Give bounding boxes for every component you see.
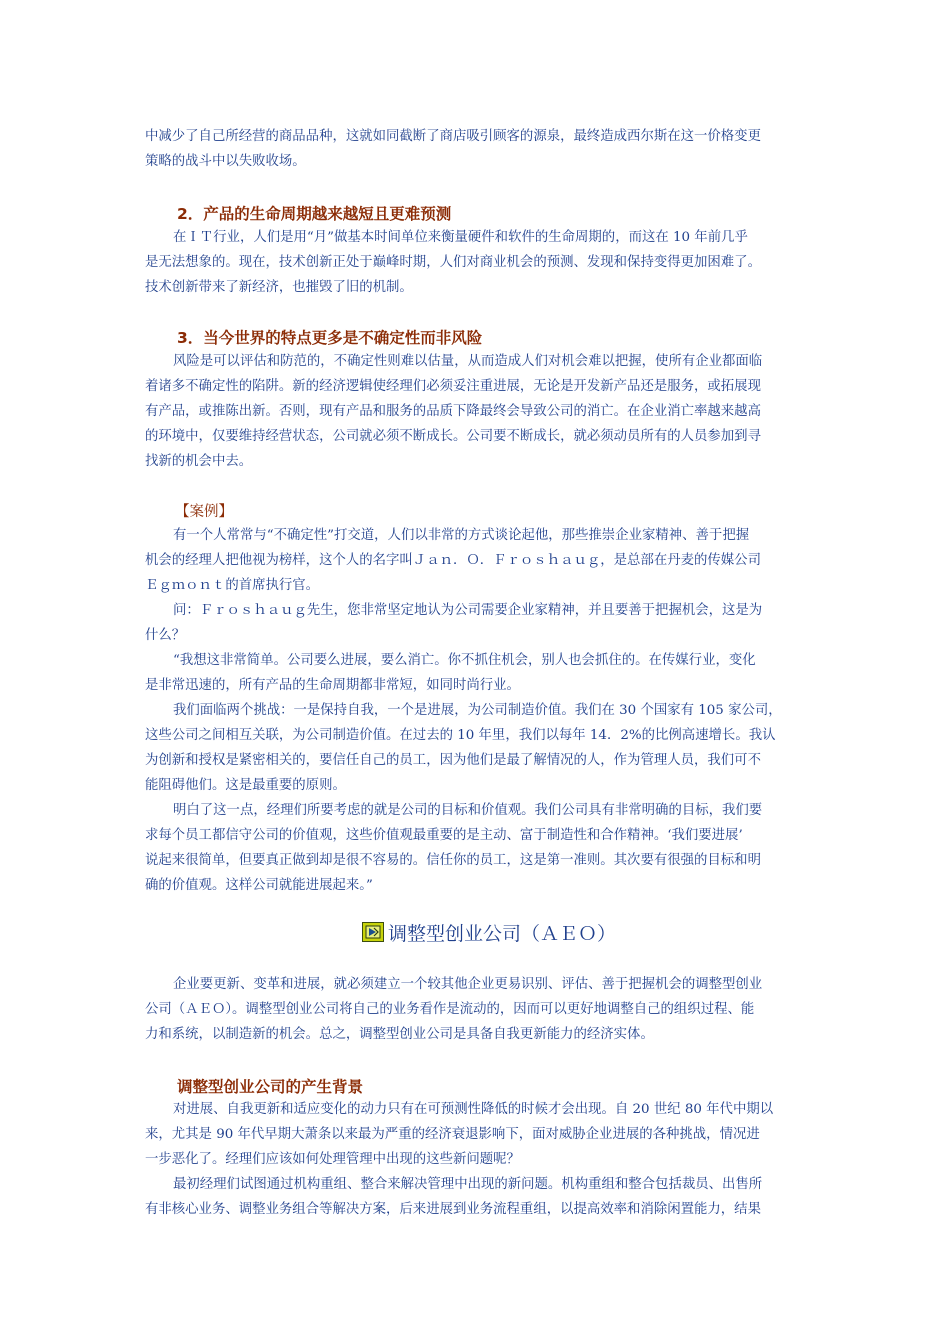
text-line: 来，尤其是 90 年代早期大萧条以来最为严重的经济衰退影响下，面对威胁企业进展的各种挑战，情况进 [145,1127,760,1142]
text-line: 是非常迅速的，所有产品的生命周期都非常短，如同时尚行业。 [145,678,520,693]
text-line: 企业要更新、变革和进展，就必须建立一个较其他企业更易识别、评估、善于把握机会的调整型创业 [173,977,763,992]
text-line: 中减少了自己所经营的商品品种，这就如同截断了商店吸引顾客的源泉，最终造成西尔斯在这一价格变更 [145,129,761,144]
text-line: 找新的机会中去。 [145,454,253,469]
text-line: 有产品，或推陈出新。否则，现有产品和服务的品质下降最终会导致公司的消亡。在企业消亡率越来越高 [145,404,761,419]
case-paragraph-intro [145,523,810,598]
text-line: 对进展、自我更新和适应变化的动力只有在可预测性降低的时候才会出现。自 20 世纪 80 年代中期以 [173,1102,774,1117]
text-line: 策略的战斗中以失败收场。 [145,154,306,169]
text-line: 什么？ [145,628,186,643]
paragraph-risk-uncertainty [145,349,810,474]
paragraph-background-1 [145,1097,810,1172]
text-line: Ｅｇｍｏｎｔ的首席执行官。 [145,578,320,593]
paragraph-it-lifecycle [145,225,810,300]
text-line: 能阻碍他们。这是最重要的原则。 [145,778,346,793]
text-line: 在ＩＴ行业，人们是用“月”做基本时间单位来衡量硬件和软件的生命周期的，而这在 10 年前几乎 [173,230,748,245]
text-line: 机会的经理人把他视为榜样，这个人的名字叫Ｊａｎ．Ｏ．Ｆｒｏｓｈａｕｇ，是总部在丹麦的传媒公司 [145,553,761,568]
text-line: “我想这非常简单。公司要么进展，要么消亡。你不抓住机会，别人也会抓住的。在传媒行业，变化 [173,653,756,668]
heading-aeo-background: 调整型创业公司的产生背景 [177,1078,364,1096]
section-title-text: 调整型创业公司（ＡＥＯ） [388,922,617,945]
text-line: 技术创新带来了新经济，也摧毁了旧的机制。 [145,280,413,295]
text-line: 的环境中，仅要维持经营状态，公司就必须不断成长。公司要不断成长，就必须动员所有的人员参加到寻 [145,429,761,444]
heading-uncertainty: 3．当今世界的特点更多是不确定性而非风险 [177,329,483,347]
text-line: 最初经理们试图通过机构重组、整合来解决管理中出现的新问题。机构重组和整合包括裁员、出售所 [173,1177,763,1192]
text-line: 有一个人常常与“不确定性”打交道，人们以非常的方式谈论起他，那些推崇企业家精神、善于把握 [173,528,750,543]
case-paragraph-answer-2 [145,698,810,798]
paragraph-aeo-definition [145,972,810,1047]
text-line: 是无法想象的。现在，技术创新正处于巅峰时期，人们对商业机会的预测、发现和保持变得更加困难了。 [145,255,761,270]
text-line: 我们面临两个挑战：一是保持自我，一个是进展，为公司制造价值。我们在 30 个国家有 105 家公司， [173,703,782,718]
text-line: 有非核心业务、调整业务组合等解决方案，后来进展到业务流程重组，以提高效率和消除闲置能力，结果 [145,1202,761,1217]
section-title-aeo [362,918,616,946]
document-arrow-icon [362,922,384,942]
text-line: 问：Ｆｒｏｓｈａｕｇ先生，您非常坚定地认为公司需要企业家精神，并且要善于把握机会，这是为 [173,603,763,618]
paragraph-sears-ending [145,124,810,174]
case-paragraph-answer-3 [145,798,810,898]
text-line: 着诸多不确定性的陷阱。新的经济逻辑使经理们必须妥注重进展，无论是开发新产品还是服务，或拓展现 [145,379,761,394]
text-line: 公司（ＡＥＯ）。调整型创业公司将自己的业务看作是流动的，因而可以更好地调整自己的组织过程、能 [145,1002,755,1017]
case-paragraph-question [145,598,810,648]
case-label: 【案例】 [175,504,233,520]
case-paragraph-answer-1 [145,648,810,698]
paragraph-background-2 [145,1172,810,1222]
text-line: 一步恶化了。经理们应该如何处理管理中出现的这些新问题呢？ [145,1152,520,1167]
text-line: 确的价值观。这样公司就能进展起来。” [145,878,373,893]
heading-product-lifecycle: 2．产品的生命周期越来越短且更难预测 [177,205,452,223]
text-line: 力和系统，以制造新的机会。总之，调整型创业公司是具备自我更新能力的经济实体。 [145,1027,654,1042]
text-line: 说起来很简单，但要真正做到却是很不容易的。信任你的员工，这是第一准则。其次要有很强的目标和明 [145,853,761,868]
text-line: 明白了这一点，经理们所要考虑的就是公司的目标和价值观。我们公司具有非常明确的目标，我们要 [173,803,763,818]
text-line: 求每个员工都信守公司的价值观，这些价值观最重要的是主动、富于制造性和合作精神。‘我们要进展’ [145,828,743,843]
text-line: 为创新和授权是紧密相关的，要信任自己的员工，因为他们是最了解情况的人，作为管理人员，我们可不 [145,753,761,768]
text-line: 这些公司之间相互关联，为公司制造价值。在过去的 10 年里，我们以每年 14．2%的比例高速增长。我认 [145,728,776,743]
text-line: 风险是可以评估和防范的，不确定性则难以估量，从而造成人们对机会难以把握，使所有企业都面临 [173,354,763,369]
